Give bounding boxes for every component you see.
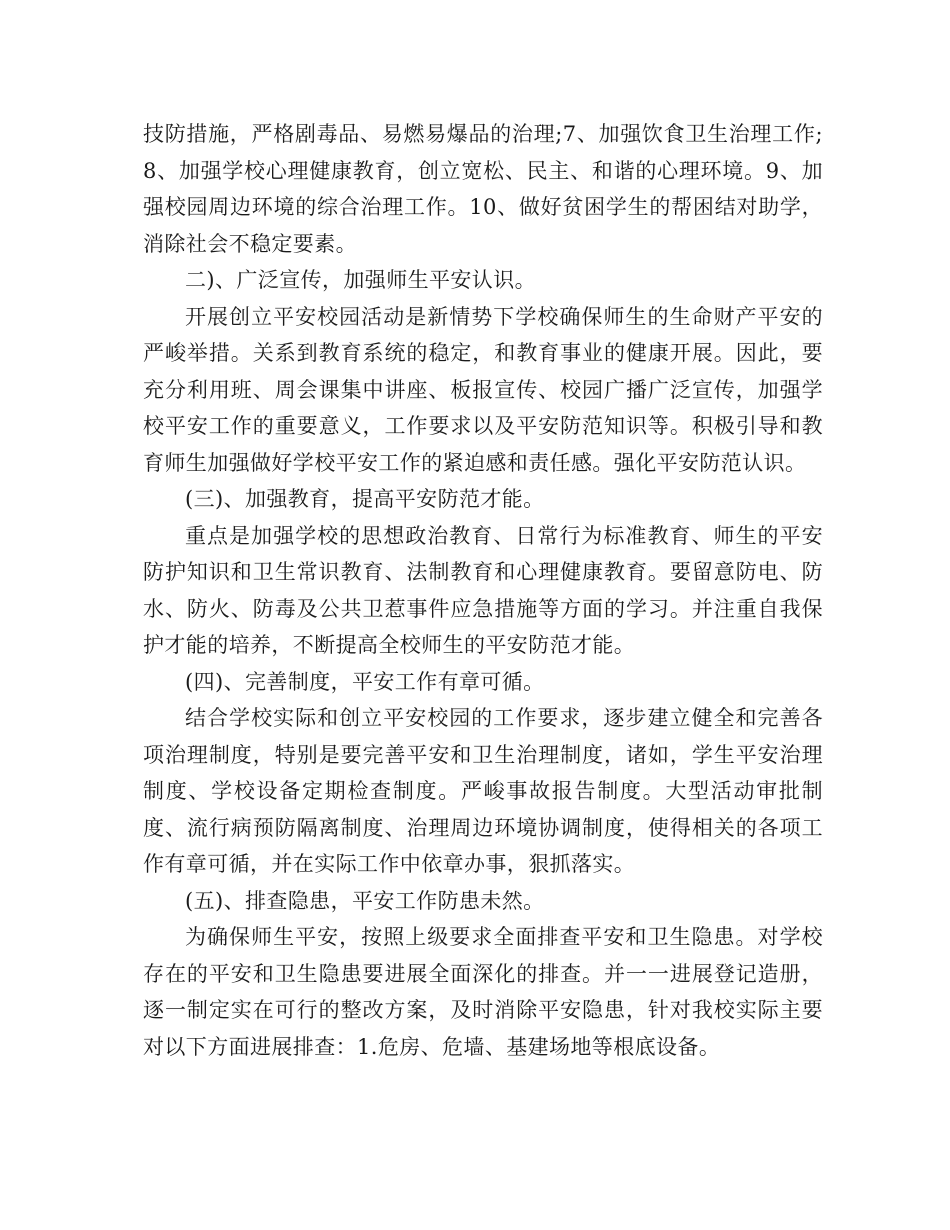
section-heading-2: 二)、广泛宣传，加强师生平安认识。 <box>185 268 536 292</box>
paragraph-hazard-inspection: 为确保师生平安，按照上级要求全面排查平安和卫生隐患。对学校存在的平安和卫生隐患要进展全面深化的排查。并一一进展登记造册，逐一制定实在可行的整改方案，及时消除平安隐患，针对我校实际主要对以下方面进展排查：1.危房、危墙、基建场地等根底设备。 <box>143 925 823 1059</box>
document-body <box>143 116 823 1065</box>
paragraph-continuation: 技防措施，严格剧毒品、易燃易爆品的治理;7、加强饮食卫生治理工作;8、加强学校心理健康教育，创立宽松、民主、和谐的心理环境。9、加强校园周边环境的综合治理工作。10、做好贫困学生的帮困结对助学，消除社会不稳定要素。 <box>143 122 823 256</box>
section-heading-3: (三)、加强教育，提高平安防范才能。 <box>185 487 545 511</box>
section-heading-5: (五)、排查隐患，平安工作防患未然。 <box>185 888 545 913</box>
paragraph-education: 重点是加强学校的思想政治教育、日常行为标准教育、师生的平安防护知识和卫生常识教育、法制教育和心理健康教育。要留意防电、防水、防火、防毒及公共卫惹事件应急措施等方面的学习。并注重自我保护才能的培养，不断提高全校师生的平安防范才能。 <box>143 523 823 657</box>
paragraph-publicity: 开展创立平安校园活动是新情势下学校确保师生的生命财产平安的严峻举措。关系到教育系统的稳定，和教育事业的健康开展。因此，要充分利用班、周会课集中讲座、板报宣传、校园广播广泛宣传，加强学校平安工作的重要意义，工作要求以及平安防范知识等。积极引导和教育师生加强做好学校平安工作的紧迫感和责任感。强化平安防范认识。 <box>143 304 823 475</box>
section-heading-4: (四)、完善制度，平安工作有章可循。 <box>185 669 545 694</box>
paragraph-regulations: 结合学校实际和创立平安校园的工作要求，逐步建立健全和完善各项治理制度，特别是要完善平安和卫生治理制度，诸如，学生平安治理制度、学校设备定期检查制度。严峻事故报告制度。大型活动审批制度、流行病预防隔离制度、治理周边环境协调制度，使得相关的各项工作有章可循，并在实际工作中依章办事，狠抓落实。 <box>143 706 823 876</box>
